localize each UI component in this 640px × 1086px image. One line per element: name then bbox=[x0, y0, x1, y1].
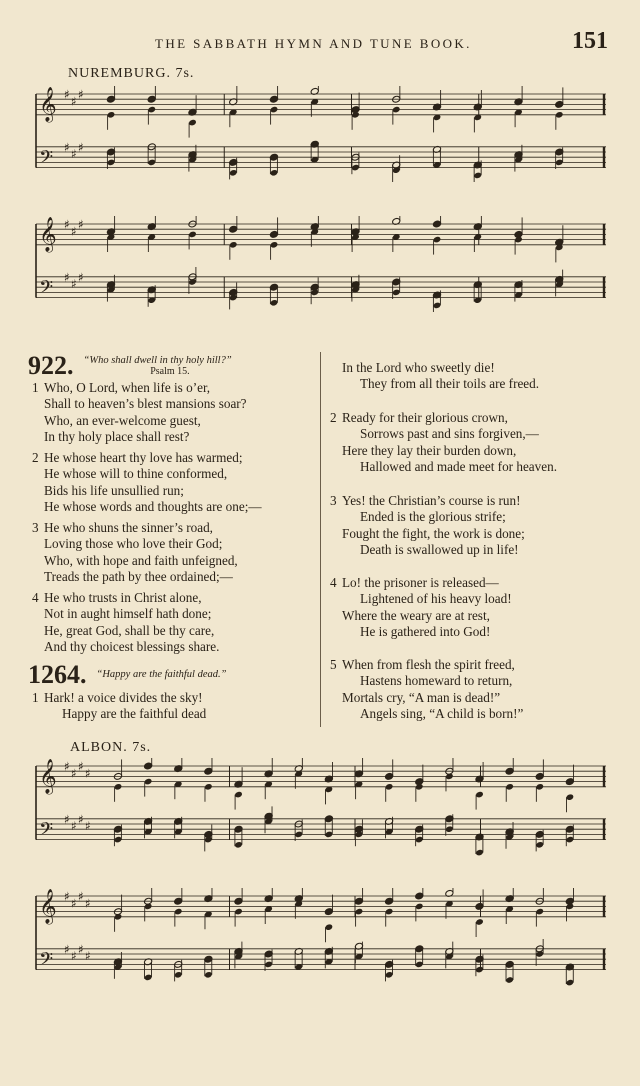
motto-text: “Who shall dwell in thy holy hill?” bbox=[83, 355, 232, 366]
verse-line: Here they lay their burden down, bbox=[342, 442, 517, 458]
verse-line: Bids his life unsullied run; bbox=[44, 482, 184, 498]
verse-line: In the Lord who sweetly die! bbox=[342, 360, 495, 375]
verse-line: They from all their toils are freed. bbox=[360, 376, 540, 392]
verse-line: Happy are the faithful dead bbox=[62, 706, 207, 722]
sharp-sign-icon: ♯ bbox=[64, 140, 70, 155]
verse-line: Ended is the glorious strife; bbox=[360, 509, 506, 525]
sharp-sign-icon: ♯ bbox=[85, 949, 91, 964]
running-title: THE SABBATH HYMN AND TUNE BOOK. bbox=[155, 36, 472, 51]
sharp-sign-icon: ♯ bbox=[78, 217, 84, 232]
sharp-sign-icon: ♯ bbox=[78, 889, 84, 904]
hymn-922-stanza-4 bbox=[32, 590, 220, 655]
verse-line: He whose will to thine conformed, bbox=[44, 466, 228, 482]
verse-line: Yes! the Christian’s course is run! bbox=[342, 493, 521, 508]
music-system-4 bbox=[28, 888, 610, 1004]
sharp-sign-icon: ♯ bbox=[85, 896, 91, 911]
verse-line: He who shuns the sinner’s road, bbox=[44, 520, 213, 535]
tune-title-albon: ALBON. 7s. bbox=[70, 740, 152, 755]
sharp-sign-icon: ♯ bbox=[78, 759, 84, 774]
sharp-sign-icon: ♯ bbox=[64, 759, 70, 774]
verse-line: In thy holy place shall rest? bbox=[44, 428, 190, 444]
verse-line: Hastens homeward to return, bbox=[360, 673, 513, 689]
stanza-number: 4 bbox=[32, 590, 39, 605]
hymn-1264-stanza-4 bbox=[330, 575, 512, 640]
verse-line: Sorrows past and sins forgiven,— bbox=[360, 426, 539, 442]
verse-line: He whose words and thoughts are one;— bbox=[44, 498, 262, 514]
sharp-sign-icon: ♯ bbox=[71, 277, 77, 292]
column-divider bbox=[320, 352, 321, 727]
sharp-sign-icon: ♯ bbox=[64, 87, 70, 102]
hymn-1264-stanza-2 bbox=[330, 410, 557, 475]
sharp-sign-icon: ♯ bbox=[71, 896, 77, 911]
verse-line: He is gathered into God! bbox=[360, 623, 491, 639]
treble-clef-icon: 𝄞 bbox=[39, 216, 57, 252]
sharp-sign-icon: ♯ bbox=[78, 812, 84, 827]
verse-line: Who, an ever-welcome guest, bbox=[44, 412, 201, 428]
hymn-1264-stanza-1a bbox=[32, 690, 207, 723]
hymn-1264-stanza-1b bbox=[342, 360, 539, 393]
verse-line: Fought the fight, the work is done; bbox=[342, 525, 525, 541]
hymn-922-heading bbox=[28, 353, 232, 379]
hymn-number: 922. bbox=[28, 351, 74, 380]
verse-line: He, great God, shall be thy care, bbox=[44, 622, 215, 638]
verse-line: Who, O Lord, when life is o’er, bbox=[44, 380, 211, 395]
hymn-922-stanza-2 bbox=[32, 450, 262, 515]
sharp-sign-icon: ♯ bbox=[85, 819, 91, 834]
bass-clef-icon: 𝄢 bbox=[39, 147, 54, 173]
sharp-sign-icon: ♯ bbox=[78, 140, 84, 155]
verse-line: Where the weary are at rest, bbox=[342, 607, 490, 623]
sharp-sign-icon: ♯ bbox=[71, 147, 77, 162]
verse-line: And thy choicest blessings share. bbox=[44, 638, 220, 654]
sharp-sign-icon: ♯ bbox=[64, 217, 70, 232]
stanza-number: 1 bbox=[32, 690, 39, 705]
sharp-sign-icon: ♯ bbox=[64, 270, 70, 285]
page-header bbox=[0, 28, 640, 58]
verse-line: Treads the path by thee ordained;— bbox=[44, 568, 233, 584]
verse-line: Not in aught himself hath done; bbox=[44, 606, 212, 622]
verse-line: Loving those who love their God; bbox=[44, 536, 223, 552]
verse-line: When from flesh the spirit freed, bbox=[342, 657, 515, 672]
stanza-number: 1 bbox=[32, 380, 39, 395]
hymn-1264-stanza-3 bbox=[330, 493, 525, 558]
sharp-sign-icon: ♯ bbox=[71, 766, 77, 781]
treble-clef-icon: 𝄞 bbox=[39, 758, 57, 794]
stanza-number: 2 bbox=[32, 450, 39, 465]
hymn-motto bbox=[84, 355, 232, 377]
treble-clef-icon: 𝄞 bbox=[39, 86, 57, 122]
tune-title-nuremburg: NUREMBURG. 7s. bbox=[68, 66, 195, 81]
stanza-number: 4 bbox=[330, 575, 337, 590]
verse-line: He whose heart thy love has warmed; bbox=[44, 450, 243, 465]
bass-clef-icon: 𝄢 bbox=[39, 277, 54, 303]
stanza-number: 3 bbox=[32, 520, 39, 535]
music-system-2 bbox=[28, 216, 610, 328]
music-system-3 bbox=[28, 758, 610, 874]
music-system-1 bbox=[28, 86, 610, 186]
sharp-sign-icon: ♯ bbox=[71, 819, 77, 834]
verse-line: Lo! the prisoner is released— bbox=[342, 575, 499, 590]
hymn-922-stanza-3 bbox=[32, 520, 238, 585]
verse-line: Hallowed and made meet for heaven. bbox=[360, 458, 557, 474]
page-number: 151 bbox=[572, 28, 608, 54]
verse-line: Shall to heaven’s blest mansions soar? bbox=[44, 396, 247, 412]
hymn-1264-stanza-5 bbox=[330, 657, 524, 722]
sharp-sign-icon: ♯ bbox=[71, 94, 77, 109]
stanza-number: 5 bbox=[330, 657, 337, 672]
sharp-sign-icon: ♯ bbox=[78, 270, 84, 285]
verse-line: He who trusts in Christ alone, bbox=[44, 590, 202, 605]
sharp-sign-icon: ♯ bbox=[78, 942, 84, 957]
hymn-1264-heading bbox=[28, 662, 226, 688]
hymn-922-stanza-1 bbox=[32, 380, 247, 445]
verse-line: Lightened of his heavy load! bbox=[360, 591, 512, 607]
scripture-reference: Psalm 15. bbox=[150, 366, 190, 377]
bass-clef-icon: 𝄢 bbox=[39, 949, 54, 975]
stanza-number: 2 bbox=[330, 410, 337, 425]
sharp-sign-icon: ♯ bbox=[64, 812, 70, 827]
verse-line: Angels sing, “A child is born!” bbox=[360, 705, 524, 721]
hymn-number: 1264. bbox=[28, 660, 87, 689]
treble-clef-icon: 𝄞 bbox=[39, 888, 57, 924]
hymn-motto: “Happy are the faithful dead.” bbox=[96, 669, 227, 680]
sharp-sign-icon: ♯ bbox=[78, 87, 84, 102]
stanza-number: 3 bbox=[330, 493, 337, 508]
verse-line: Mortals cry, “A man is dead!” bbox=[342, 689, 501, 705]
bass-clef-icon: 𝄢 bbox=[39, 819, 54, 845]
sharp-sign-icon: ♯ bbox=[71, 949, 77, 964]
sharp-sign-icon: ♯ bbox=[64, 942, 70, 957]
verse-line: Death is swallowed up in life! bbox=[360, 541, 519, 557]
verse-line: Who, with hope and faith unfeigned, bbox=[44, 552, 238, 568]
sharp-sign-icon: ♯ bbox=[85, 766, 91, 781]
sharp-sign-icon: ♯ bbox=[64, 889, 70, 904]
verse-line: Ready for their glorious crown, bbox=[342, 410, 508, 425]
sharp-sign-icon: ♯ bbox=[71, 224, 77, 239]
verse-line: Hark! a voice divides the sky! bbox=[44, 690, 203, 705]
